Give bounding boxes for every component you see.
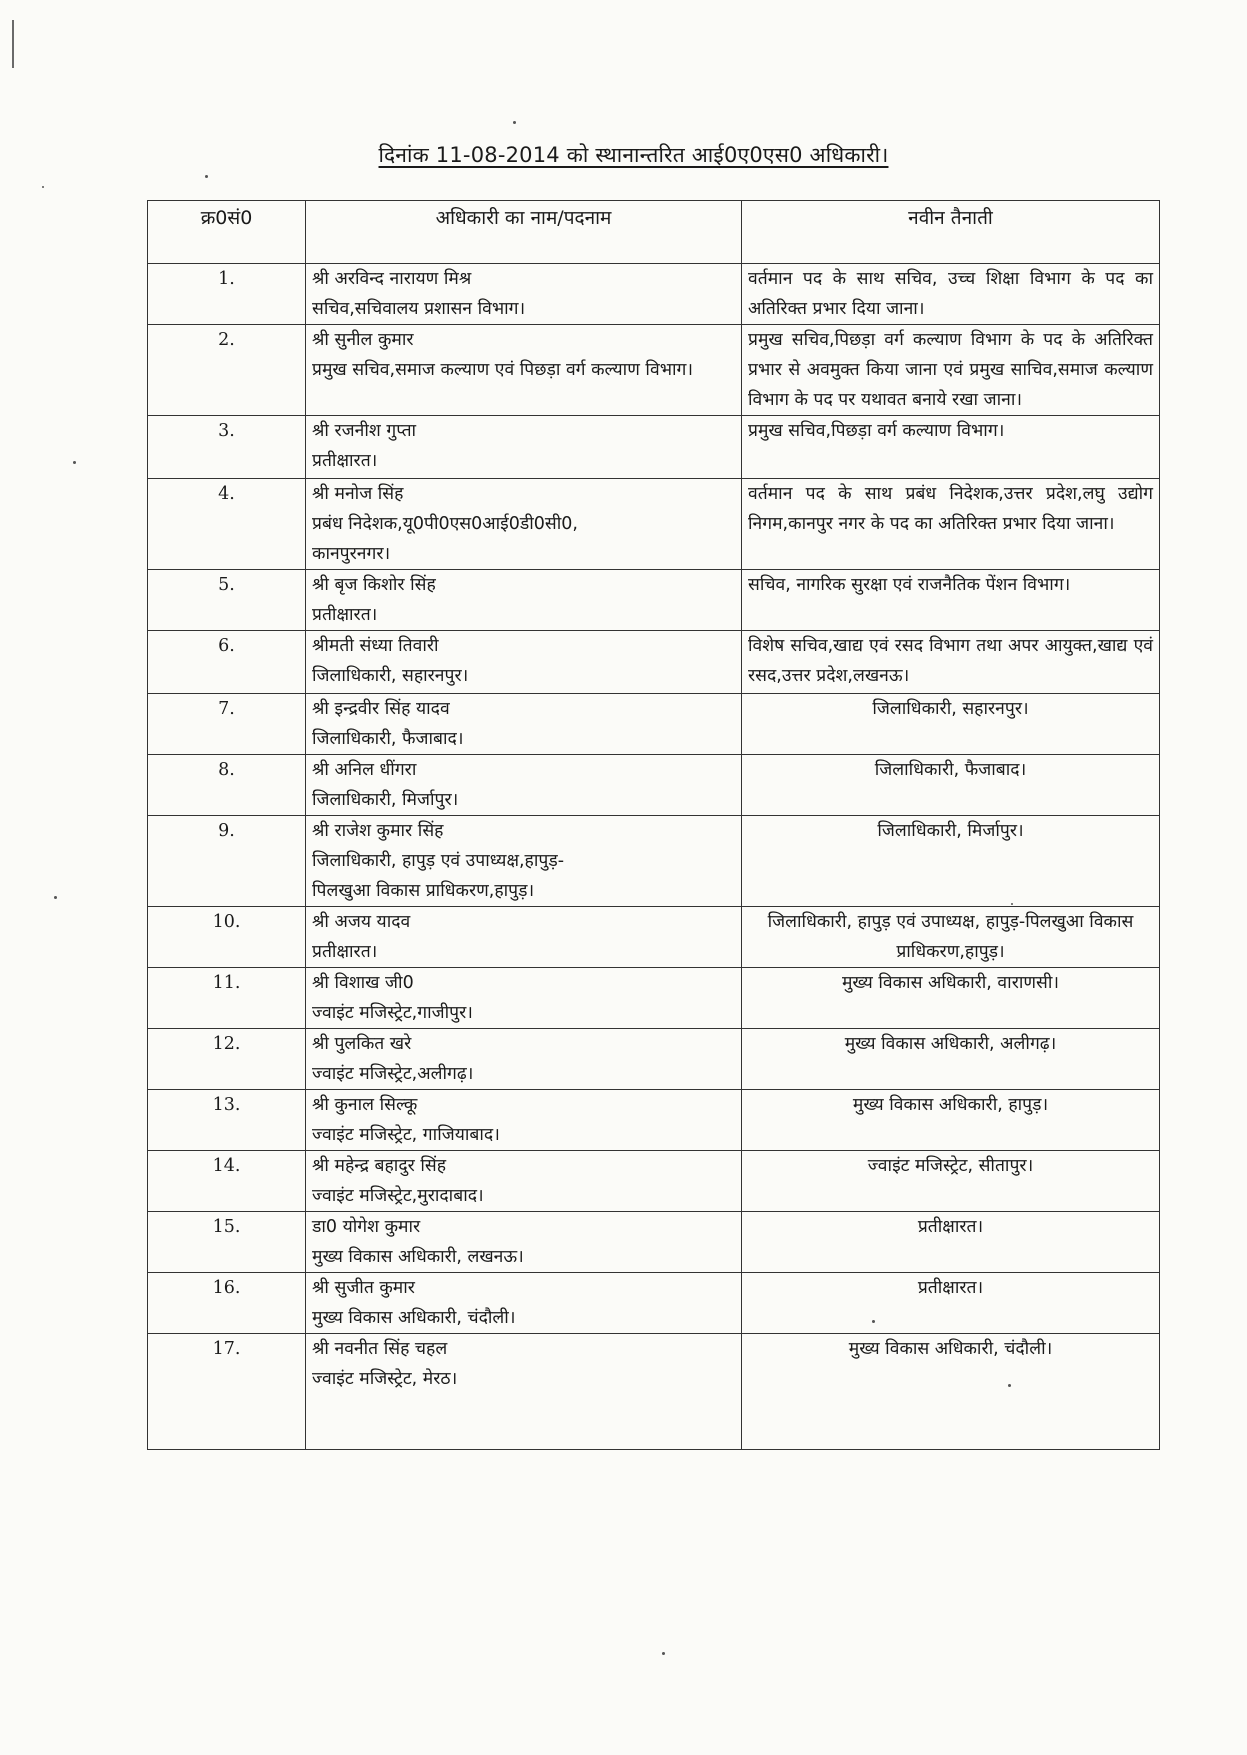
officer-name: श्री बृज किशोर सिंह xyxy=(312,575,436,595)
officer-name: श्री मनोज सिंह xyxy=(312,484,404,504)
scan-speck xyxy=(73,461,76,464)
scan-speck xyxy=(1008,1384,1011,1387)
serial-number: 15. xyxy=(148,1212,306,1273)
officer-designation: कानपुरनगर। xyxy=(312,544,391,564)
officer-name-designation xyxy=(306,1151,742,1212)
officer-name-designation xyxy=(306,1334,742,1450)
officer-name-designation xyxy=(306,968,742,1029)
new-posting: मुख्य विकास अधिकारी, हापुड़। xyxy=(742,1090,1160,1151)
table-row xyxy=(148,479,1160,570)
serial-number: 9. xyxy=(148,816,306,907)
officer-name: श्री राजेश कुमार सिंह xyxy=(312,821,444,841)
scan-speck xyxy=(513,121,516,124)
table-row xyxy=(148,1090,1160,1151)
scan-speck xyxy=(54,896,57,899)
new-posting: ज्वाइंट मजिस्ट्रेट, सीतापुर। xyxy=(742,1151,1160,1212)
officer-name-designation xyxy=(306,1029,742,1090)
serial-number: 17. xyxy=(148,1334,306,1450)
scan-speck xyxy=(872,1320,875,1323)
table-row xyxy=(148,570,1160,631)
new-posting: जिलाधिकारी, हापुड़ एवं उपाध्यक्ष, हापुड़-पिलखुआ विकास प्राधिकरण,हापुड़। xyxy=(742,907,1160,968)
officer-name-designation xyxy=(306,325,742,416)
new-posting: वर्तमान पद के साथ प्रबंध निदेशक,उत्तर प्रदेश,लघु उद्योग निगम,कानपुर नगर के पद का अतिरिक्त प्रभार दिया जाना। xyxy=(742,479,1160,570)
officer-designation: जिलाधिकारी, सहारनपुर। xyxy=(312,666,469,686)
officer-name-designation xyxy=(306,907,742,968)
new-posting: सचिव, नागरिक सुरक्षा एवं राजनैतिक पेंशन विभाग। xyxy=(742,570,1160,631)
scan-speck xyxy=(662,1652,665,1655)
new-posting: मुख्य विकास अधिकारी, वाराणसी। xyxy=(742,968,1160,1029)
new-posting: मुख्य विकास अधिकारी, अलीगढ़। xyxy=(742,1029,1160,1090)
serial-number: 2. xyxy=(148,325,306,416)
new-posting: प्रमुख सचिव,पिछड़ा वर्ग कल्याण विभाग के पद के अतिरिक्त प्रभार से अवमुक्त किया जाना एवं प्रमुख साचिव,समाज कल्याण विभाग के पद पर यथावत बनाये रखा जाना। xyxy=(742,325,1160,416)
document-title: दिनांक 11-08-2014 को स्थानान्तरित आई0ए0एस0 अधिकारी। xyxy=(378,143,889,167)
officer-designation: ज्वाइंट मजिस्ट्रेट,गाजीपुर। xyxy=(312,1003,473,1023)
officer-name: श्रीमती संध्या तिवारी xyxy=(312,636,439,656)
officer-name-designation xyxy=(306,755,742,816)
officer-designation: ज्वाइंट मजिस्ट्रेट,मुरादाबाद। xyxy=(312,1186,484,1206)
scan-speck xyxy=(205,175,208,178)
officer-designation: प्रतीक्षारत। xyxy=(312,605,378,625)
officer-name: श्री नवनीत सिंह चहल xyxy=(312,1339,448,1359)
new-posting: जिलाधिकारी, मिर्जापुर। xyxy=(742,816,1160,907)
header-serial-number: क्र0सं0 xyxy=(148,201,306,264)
scan-speck xyxy=(1011,903,1013,905)
officer-designation: प्रमुख सचिव,समाज कल्याण एवं पिछड़ा वर्ग कल्याण विभाग। xyxy=(312,360,694,380)
new-posting: प्रतीक्षारत। xyxy=(742,1273,1160,1334)
table-row xyxy=(148,1273,1160,1334)
serial-number: 12. xyxy=(148,1029,306,1090)
new-posting: मुख्य विकास अधिकारी, चंदौली। xyxy=(742,1334,1160,1450)
table-row xyxy=(148,631,1160,694)
officer-name-designation xyxy=(306,631,742,694)
officer-name: श्री पुलकित खरे xyxy=(312,1034,412,1054)
table-row xyxy=(148,264,1160,325)
serial-number: 7. xyxy=(148,694,306,755)
officer-designation: ज्वाइंट मजिस्ट्रेट, गाजियाबाद। xyxy=(312,1125,500,1145)
scan-speck xyxy=(42,186,44,188)
scan-edge-line xyxy=(12,20,14,68)
new-posting: जिलाधिकारी, सहारनपुर। xyxy=(742,694,1160,755)
header-officer-name: अधिकारी का नाम/पदनाम xyxy=(306,201,742,264)
table-row xyxy=(148,755,1160,816)
serial-number: 1. xyxy=(148,264,306,325)
officer-name: श्री महेन्द्र बहादुर सिंह xyxy=(312,1156,446,1176)
officer-name-designation xyxy=(306,1212,742,1273)
officer-name: श्री विशाख जी0 xyxy=(312,973,414,993)
officer-designation: जिलाधिकारी, मिर्जापुर। xyxy=(312,790,459,810)
table-row xyxy=(148,416,1160,479)
officer-designation: मुख्य विकास अधिकारी, लखनऊ। xyxy=(312,1247,524,1267)
officer-designation: ज्वाइंट मजिस्ट्रेट,अलीगढ़। xyxy=(312,1064,474,1084)
transfer-table xyxy=(147,200,1160,1450)
officer-name: श्री कुनाल सिल्कू xyxy=(312,1095,418,1115)
officer-designation: जिलाधिकारी, फैजाबाद। xyxy=(312,729,464,749)
officer-name-designation xyxy=(306,816,742,907)
officer-name-designation xyxy=(306,1090,742,1151)
officer-designation: जिलाधिकारी, हापुड़ एवं उपाध्यक्ष,हापुड़- xyxy=(312,851,565,871)
officer-designation: मुख्य विकास अधिकारी, चंदौली। xyxy=(312,1308,516,1328)
serial-number: 11. xyxy=(148,968,306,1029)
new-posting: प्रमुख सचिव,पिछड़ा वर्ग कल्याण विभाग। xyxy=(742,416,1160,479)
serial-number: 14. xyxy=(148,1151,306,1212)
table-row xyxy=(148,1029,1160,1090)
table-row xyxy=(148,1151,1160,1212)
officer-designation: पिलखुआ विकास प्राधिकरण,हापुड़। xyxy=(312,881,535,901)
officer-name: श्री सुनील कुमार xyxy=(312,330,414,350)
officer-name: श्री रजनीश गुप्ता xyxy=(312,421,417,441)
serial-number: 5. xyxy=(148,570,306,631)
serial-number: 3. xyxy=(148,416,306,479)
table-header-row xyxy=(148,201,1160,264)
officer-designation: प्रतीक्षारत। xyxy=(312,942,378,962)
table-row xyxy=(148,968,1160,1029)
serial-number: 8. xyxy=(148,755,306,816)
new-posting: जिलाधिकारी, फैजाबाद। xyxy=(742,755,1160,816)
serial-number: 13. xyxy=(148,1090,306,1151)
new-posting: प्रतीक्षारत। xyxy=(742,1212,1160,1273)
new-posting: वर्तमान पद के साथ सचिव, उच्च शिक्षा विभाग के पद का अतिरिक्त प्रभार दिया जाना। xyxy=(742,264,1160,325)
officer-name: श्री अजय यादव xyxy=(312,912,411,932)
officer-designation: ज्वाइंट मजिस्ट्रेट, मेरठ। xyxy=(312,1369,458,1389)
header-new-posting: नवीन तैनाती xyxy=(742,201,1160,264)
officer-name-designation xyxy=(306,694,742,755)
officer-designation: प्रबंध निदेशक,यू0पी0एस0आई0डी0सी0, xyxy=(312,514,578,534)
table-row xyxy=(148,1212,1160,1273)
table-row xyxy=(148,907,1160,968)
officer-name-designation xyxy=(306,264,742,325)
new-posting: विशेष सचिव,खाद्य एवं रसद विभाग तथा अपर आयुक्त,खाद्य एवं रसद,उत्तर प्रदेश,लखनऊ। xyxy=(742,631,1160,694)
officer-name: डा0 योगेश कुमार xyxy=(312,1217,421,1237)
officer-designation: सचिव,सचिवालय प्रशासन विभाग। xyxy=(312,299,526,319)
officer-name-designation xyxy=(306,416,742,479)
officer-name: श्री अरविन्द नारायण मिश्र xyxy=(312,269,472,289)
officer-designation: प्रतीक्षारत। xyxy=(312,451,378,471)
officer-name-designation xyxy=(306,570,742,631)
officer-name: श्री इन्द्रवीर सिंह यादव xyxy=(312,699,450,719)
table-row xyxy=(148,1334,1160,1450)
serial-number: 16. xyxy=(148,1273,306,1334)
serial-number: 4. xyxy=(148,479,306,570)
serial-number: 10. xyxy=(148,907,306,968)
officer-name-designation xyxy=(306,1273,742,1334)
officer-name: श्री अनिल धींगरा xyxy=(312,760,417,780)
table-row xyxy=(148,816,1160,907)
table-row xyxy=(148,694,1160,755)
table-row xyxy=(148,325,1160,416)
officer-name-designation xyxy=(306,479,742,570)
serial-number: 6. xyxy=(148,631,306,694)
officer-name: श्री सुजीत कुमार xyxy=(312,1278,415,1298)
